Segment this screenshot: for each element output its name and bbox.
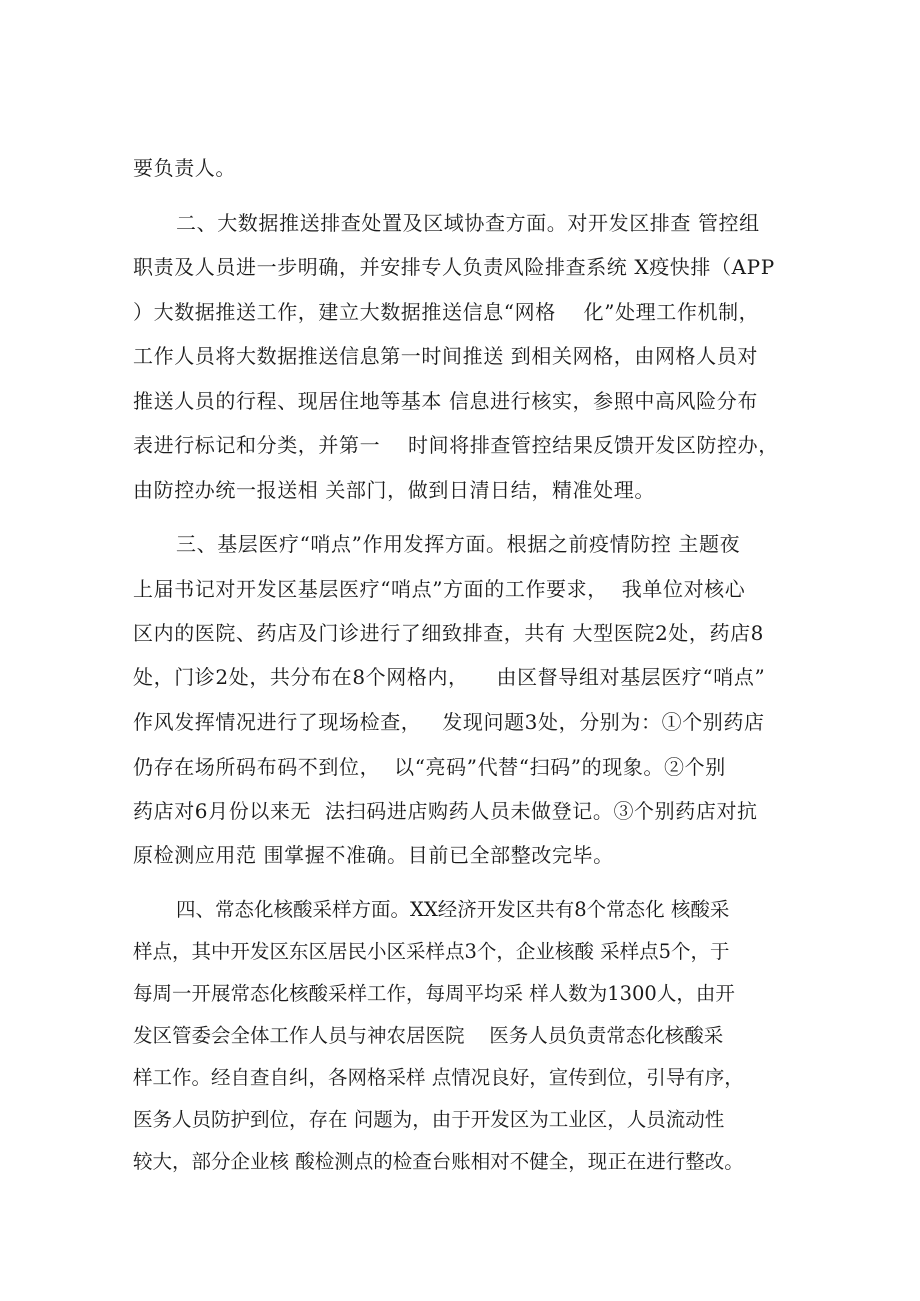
text-line: 区内的医院、药店及门诊进行了细致排查，共有 大型医院2处，药店8 [133, 621, 765, 645]
text-line: 工作人员将大数据推送信息第一时间推送 到相关网格，由网格人员对 [133, 344, 758, 368]
text-line: 药店对6月份以来无 法扫码进店购药人员未做登记。③个别药店对抗 [133, 799, 758, 823]
text-line: 仍存在场所码布码不到位， 以“亮码”代替“扫码”的现象。②个别 [133, 755, 726, 779]
text-line: 推送人员的行程、现居住地等基本 信息进行核实，参照中高风险分布 [133, 389, 758, 413]
text-line: 职责及人员进一步明确，并安排专人负责风险排查系统 X疫快排（APP [133, 255, 775, 279]
text-line: 医务人员防护到位，存在 问题为，由于开发区为工业区，人员流动性 [133, 1108, 725, 1131]
text-line: 发区管委会全体工作人员与神农居医院 医务人员负责常态化核酸采 [133, 1024, 724, 1047]
text-line: 要负责人。 [133, 156, 236, 180]
text-line: 样点，其中开发区东区居民小区采样点3个，企业核酸 采样点5个，于 [133, 940, 730, 963]
text-line: ）大数据推送工作，建立大数据推送信息“网格 化”处理工作机制， [133, 300, 760, 324]
text-line: 作风发挥情况进行了现场检查， 发现问题3处，分别为：①个别药店 [133, 710, 765, 734]
text-line: 上届书记对开发区基层医疗“哨点”方面的工作要求， 我单位对核心 [133, 577, 746, 601]
text-line: 二、大数据推送排查处置及区域协查方面。对开发区排查 管控组 [176, 211, 760, 235]
text-line: 处，门诊2处，共分布在8个网格内， 由区督导组对基层医疗“哨点” [133, 665, 766, 689]
text-line: 较大，部分企业核 酸检测点的检查台账相对不健全，现正在进行整改。 [133, 1150, 744, 1173]
text-line: 三、基层医疗“哨点”作用发挥方面。根据之前疫情防控 主题夜 [176, 532, 741, 556]
text-line: 四、常态化核酸采样方面。XX经济开发区共有8个常态化 核酸采 [176, 898, 730, 921]
text-line: 表进行标记和分类，并第一 时间将排查管控结果反馈开发区防控办， [133, 433, 779, 457]
text-line: 每周一开展常态化核酸采样工作，每周平均采 样人数为1300人，由开 [133, 982, 735, 1005]
text-line: 原检测应用范 围掌握不准确。目前已全部整改完毕。 [133, 843, 614, 867]
text-line: 样工作。经自查自纠，各网格采样 点情况良好，宣传到位，引导有序， [133, 1066, 744, 1089]
text-line: 由防控办统一报送相 关部门，做到日清日结，精准处理。 [133, 478, 655, 502]
